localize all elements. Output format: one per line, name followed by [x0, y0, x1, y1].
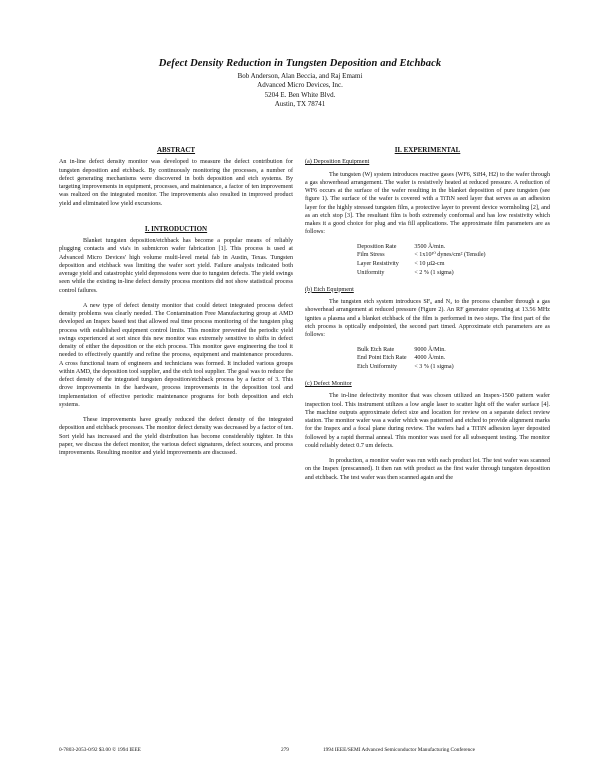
- abstract-heading: ABSTRACT: [156, 146, 196, 154]
- introduction-paragraph-2: A new type of defect density monitor that could detect integrated process defect density problems was clearly needed. The Contamination Free Manufacturing group at AMD developed an Inspex based test that allowed real time process monitoring of the tungsten plug process with established equipment control limits. This monitor prevented the periodic yield swings experienced at sort since this new monitor was extremely sensitive to shifts in defect density of either the deposition or the etch process. This monitor gave engineering the tool it needed to effectively quantify and refine the process, equipment and maintenance procedures. A cross functional team of engineers and technicians was formed. It included various groups within AMD, the deposition tool supplier, and the etch tool supplier. The goal was to reduce the defect density of the integrated tungsten deposition/etchback process by a factor of 3. This drove improvements in the hardware, process improvements in the deposition tool and implementation of effective periodic maintenance programs for both deposition and etch systems.: [59, 302, 293, 408]
- param-value: < 10 µΩ-cm: [414, 261, 445, 268]
- table-row: [305, 261, 550, 270]
- deposition-equipment-text: The tungsten (W) system introduces reactive gases (WF6, SiH4, H2) to the wafer through a gas showerhead arrangement. The wafer is resistively heated at reduced pressure. A reduction of WF6 occurs at the surface of the wafer resulting in the blanket deposition of pure tungsten (see figure 1). The surface of the wafer is covered with a TiTiN seed layer that serves as an adhesion layer for the highly stressed tungsten film, a protective layer to prevent device wormholing [2], and as an etch stop [3]. The resultant film is both extremely conformal and has low resistivity which makes it a good choice for plug and via fill applications. The approximate film parameters are as follows:: [305, 171, 550, 236]
- deposition-parameters-table: [305, 244, 550, 278]
- param-value: 4000 Å/min.: [414, 355, 446, 362]
- introduction-paragraph-3: These improvements have greatly reduced the defect density of the integrated deposition and etchback processes. The monitor defect density was decreased by a factor of ten. Sort yield has increased and the yield distribution has become considerably tighter. In this paper, we discuss the defect monitor, the various defect signatures, defect sources, and process improvements. Resulting monitor and yield improvements are discussed.: [59, 417, 293, 456]
- left-column: [59, 146, 293, 464]
- param-name: End Point Etch Rate: [357, 355, 407, 362]
- page-number: 279: [281, 747, 289, 753]
- param-value: < 3 % (1 sigma): [414, 363, 454, 370]
- introduction-paragraph-1: Blanket tungsten deposition/etchback has become a popular means of reliably plugging contacts and via's in submicron wafer fabrication [1]. This process is used at Advanced Micro Devices' high volume multi-level metal fab in Austin, Texas. Tungsten deposition and etchback was limiting the wafer sort yield. Failure analysis indicated both average yield and catastrophic yield depressions were due to tungsten defects. The yield swings seen while the existing in-line defect density process monitors did not show statistical process control failures.: [59, 238, 293, 294]
- param-name: Film Stress: [357, 252, 385, 259]
- author-address-line1: 5204 E. Ben White Blvd.: [264, 90, 336, 99]
- param-name: Etch Uniformity: [357, 363, 398, 370]
- paper-title: Defect Density Reduction in Tungsten Deposition and Etchback: [158, 58, 442, 69]
- param-value: 9000 Å/Min.: [414, 346, 446, 353]
- table-row: [305, 355, 550, 364]
- table-row: [305, 252, 550, 261]
- introduction-heading: I. INTRODUCTION: [144, 224, 208, 233]
- experimental-heading: II. EXPERIMENTAL: [394, 146, 461, 154]
- defect-monitor-text-1: The in-line defectivity monitor that was chosen utilized an Inspex-1500 pattern wafer inspection tool. This instrument utilizes a low angle laser to scatter light off the wafer surface [4]. The machine outputs approximate defect size and location for review on a separate defect review station. The monitor wafer was a wafer which was patterned and etched to provide alignment marks for the Inspex and a focal plane during review. The wafers had a TiTiN adhesion layer deposited followed by a rapid thermal anneal. This monitor was used for all subsequent testing. The monitor could reliably detect 0.7 um defects.: [305, 393, 550, 449]
- table-row: [305, 244, 550, 253]
- param-value: < 1x10¹⁰ dynes/cm² (Tensile): [414, 252, 486, 259]
- defect-monitor-subheading: (c) Defect Monitor: [305, 380, 352, 388]
- author-affiliation: Advanced Micro Devices, Inc.: [257, 81, 343, 90]
- table-row: [305, 363, 550, 372]
- footer-conference: 1994 IEEE/SEMI Advanced Semiconductor Manufacturing Conference: [323, 747, 475, 753]
- etch-equipment-text: The tungsten etch system introduces SF₆ and N₂ to the process chamber through a gas showerhead arrangement at reduced pressure (Figure 2). An RF generator operating at 13.56 MHz ignites a plasma and a blanket etchback of the film is performed in two steps. The first part of the etch process is optically endpointed, the second part timed. Approximate etch parameters are as follows:: [305, 299, 550, 339]
- param-value: 3500 Å/min.: [414, 243, 446, 250]
- author-address-line2: Austin, TX 78741: [274, 100, 326, 109]
- author-block: [0, 72, 600, 110]
- param-name: Uniformity: [357, 269, 385, 276]
- footer-copyright: 0-7803-2053-0/92 $3.00 © 1994 IEEE: [59, 747, 141, 753]
- right-column: [305, 146, 550, 489]
- table-row: [305, 346, 550, 355]
- defect-monitor-text-2: In production, a monitor wafer was run with each product lot. The test wafer was scanned on the Inspex (prescanned). It then ran with product as the first wafer through tungsten deposition and etchback. The test wafer was then scanned again and the: [305, 458, 550, 481]
- etch-equipment-subheading: (b) Etch Equipment: [305, 285, 354, 293]
- etch-parameters-table: [305, 346, 550, 372]
- deposition-equipment-subheading: (a) Deposition Equipment: [305, 158, 370, 166]
- param-name: Layer Resistivity: [357, 261, 399, 268]
- author-names: Bob Anderson, Alan Beccia, and Raj Emami: [237, 72, 363, 80]
- param-name: Deposition Rate: [357, 243, 397, 250]
- abstract-text: An in-line defect density monitor was developed to measure the defect contribution for tungsten deposition and etchback. By continuously monitoring the processes, a number of defect generating mechanisms were discovered in both deposition and etch systems. By targeting improvements in equipment, processes, and maintenance, a factor of ten improvement was realized on the integrated monitor. The improvements also resulted in improved product yield and eliminated low yield excursions.: [59, 159, 293, 207]
- param-value: < 2 % (1 sigma): [414, 269, 454, 276]
- table-row: [305, 269, 550, 278]
- param-name: Bulk Etch Rate: [357, 346, 395, 353]
